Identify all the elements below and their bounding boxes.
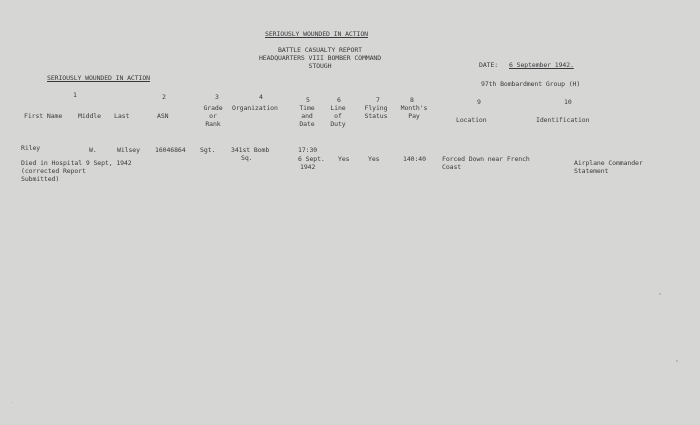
record-organization-line1: 341st Bomb (231, 146, 270, 154)
record-flying-status: Yes (368, 155, 380, 163)
header-grade-line3: Rank (205, 120, 221, 128)
scan-speck (12, 402, 13, 403)
header-grade-line1: Grade (203, 104, 223, 112)
record-last: Wilsey (117, 146, 140, 154)
header-line-of-duty-line3: Duty (330, 120, 346, 128)
header-line-of-duty-line2: of (334, 112, 342, 120)
header-pay-line1: Month's (400, 104, 428, 112)
record-identification-line1: Airplane Commander (574, 159, 643, 167)
header-grade-line2: or (209, 112, 217, 120)
header-first-name: First Name (24, 112, 63, 120)
report-station: STOUGH (308, 62, 332, 70)
record-note-line3: Submitted) (21, 175, 60, 183)
record-note-line2: (corrected Report (21, 167, 86, 175)
date-label: DATE: (479, 61, 499, 69)
header-line-of-duty-line1: Line (330, 104, 346, 112)
section-title: SERIOUSLY WOUNDED IN ACTION (47, 74, 150, 82)
header-identification: Identification (536, 116, 590, 124)
header-flying-line2: Status (364, 112, 388, 120)
col-number-7: 7 (376, 96, 380, 104)
header-organization: Organization (232, 104, 278, 112)
report-headquarters: HEADQUARTERS VIII BOMBER COMMAND (258, 54, 382, 62)
col-number-6: 6 (337, 96, 341, 104)
col-number-9: 9 (477, 98, 481, 106)
col-number-3: 3 (215, 93, 219, 101)
col-number-5: 5 (306, 96, 310, 104)
header-flying-line1: Flying (364, 104, 388, 112)
record-grade: Sgt. (200, 146, 216, 154)
header-time-line1: Time (299, 104, 315, 112)
record-date-line1: 6 Sept. (298, 155, 325, 163)
col-number-1: 1 (73, 91, 77, 99)
header-location: Location (456, 116, 487, 124)
record-time: 17:30 (298, 146, 318, 154)
header-last: Last (114, 112, 130, 120)
col-number-4: 4 (259, 93, 263, 101)
col-number-8: 8 (410, 96, 414, 104)
scan-speck (659, 293, 661, 295)
record-organization-line2: Sq. (241, 154, 253, 162)
record-middle: W. (89, 146, 97, 154)
date-value: 6 September 1942. (509, 61, 574, 69)
header-pay-line2: Pay (408, 112, 420, 120)
header-middle: Middle (78, 112, 101, 120)
record-asn: 16046864 (155, 146, 186, 154)
record-line-of-duty: Yes (338, 155, 350, 163)
record-location-line2: Coast (442, 163, 462, 171)
report-title: BATTLE CASUALTY REPORT (278, 46, 362, 54)
unit-name: 97th Bombardment Group (H) (481, 80, 581, 88)
record-pay: 140:40 (403, 155, 426, 163)
scan-speck (676, 360, 678, 362)
record-note-line1: Died in Hospital 9 Sept, 1942 (21, 159, 132, 167)
top-title: SERIOUSLY WOUNDED IN ACTION (265, 30, 368, 38)
header-time-line2: and (301, 112, 313, 120)
record-date-line2: 1942 (300, 163, 316, 171)
col-number-2: 2 (162, 93, 166, 101)
header-time-line3: Date (299, 120, 315, 128)
col-number-10: 10 (564, 98, 572, 106)
record-first-name: Riley (21, 144, 41, 152)
record-location-line1: Forced Down near French (442, 155, 530, 163)
record-identification-line2: Statement (574, 167, 609, 175)
header-asn: ASN (157, 112, 169, 120)
